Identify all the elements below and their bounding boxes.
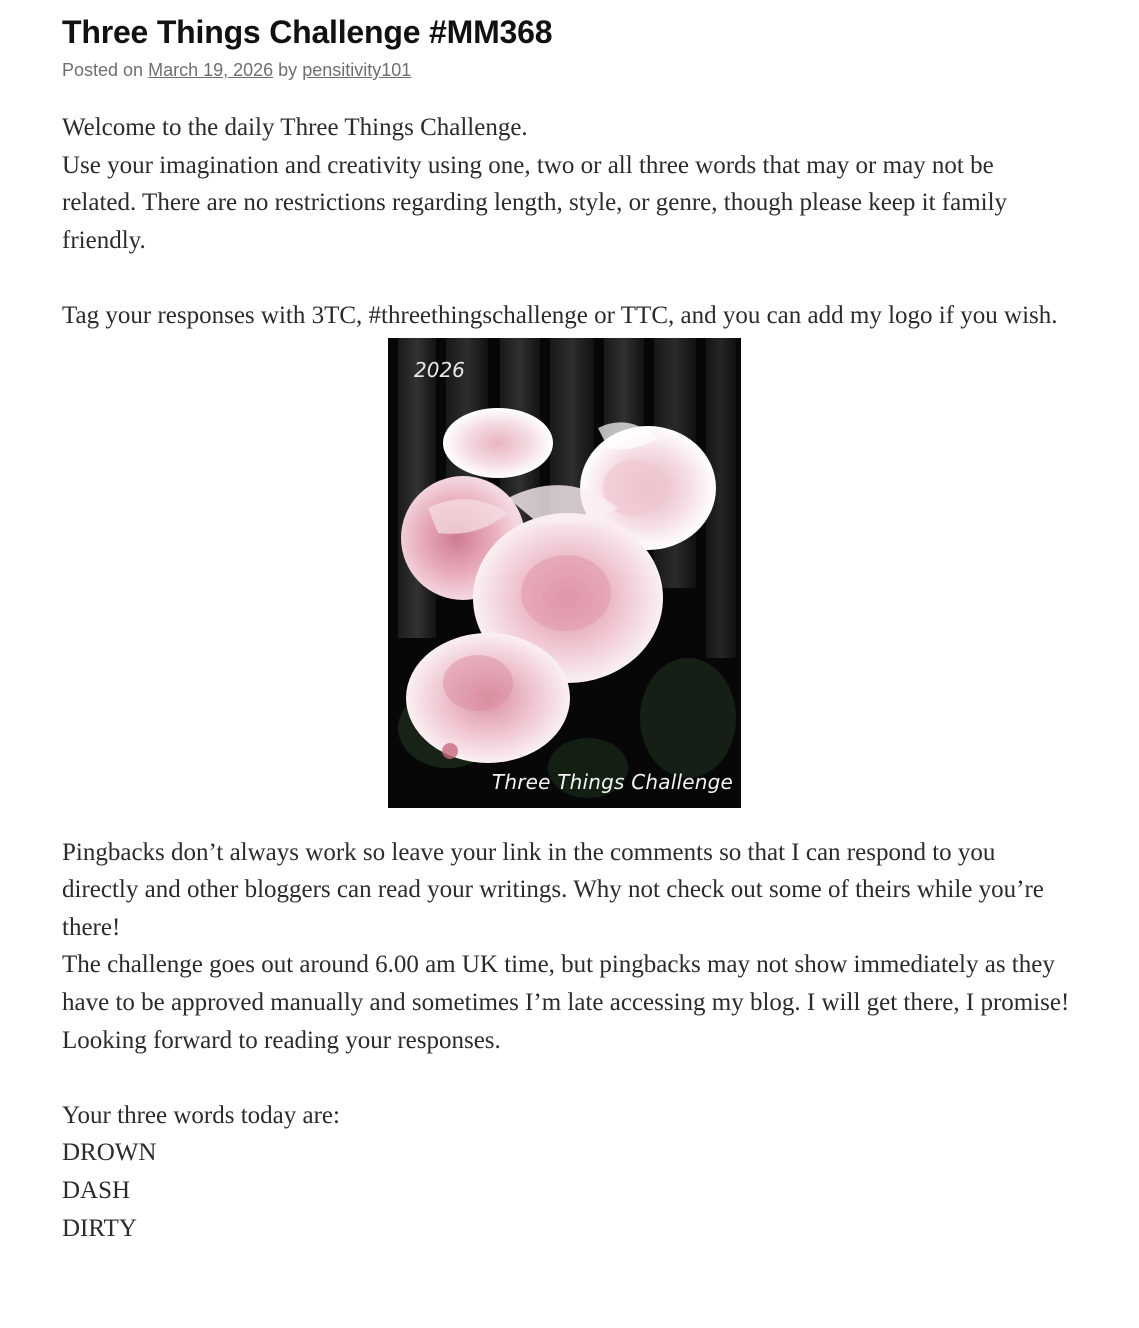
intro-welcome: Welcome to the daily Three Things Challenge. bbox=[62, 114, 528, 141]
intro-instructions: Use your imagination and creativity using one, two or all three words that may or may not be related. There are no restrictions regarding length, style, or genre, though please keep it family friendly. bbox=[62, 151, 1008, 254]
closing-note: Looking forward to reading your responses. bbox=[62, 1026, 501, 1054]
by-label: by bbox=[278, 60, 298, 80]
rose-illustration bbox=[388, 338, 741, 808]
entry-content bbox=[62, 109, 1072, 1247]
words-heading: Your three words today are: bbox=[62, 1101, 340, 1129]
post-title: Three Things Challenge #MM368 bbox=[62, 14, 553, 50]
challenge-logo-image[interactable] bbox=[388, 338, 741, 808]
spacer bbox=[62, 1059, 1072, 1097]
logo-container bbox=[62, 338, 1072, 808]
post-date-link[interactable]: March 19, 2026 bbox=[148, 60, 274, 80]
intro-tagging: Tag your responses with 3TC, #threethingschallenge or TTC, and you can add my logo if you wish. bbox=[62, 301, 1058, 329]
word-item: DASH bbox=[62, 1176, 131, 1204]
post-meta bbox=[62, 58, 1072, 82]
word-item: DIRTY bbox=[62, 1214, 137, 1242]
author-link[interactable]: pensitivity101 bbox=[302, 60, 412, 80]
word-item: DROWN bbox=[62, 1139, 157, 1167]
spacer bbox=[62, 259, 1072, 297]
timing-note: The challenge goes out around 6.00 am UK time, but pingbacks may not show immediately as they have to be approved manually and sometimes I’m late accessing my blog. I will get there, I promise! bbox=[62, 951, 1070, 1016]
post bbox=[62, 12, 1072, 1247]
pingback-note: Pingbacks don’t always work so leave your link in the comments so that I can respond to you directly and other bloggers can read your writings. Why not check out some of theirs while you’re there! bbox=[62, 838, 1044, 941]
posted-on-label: Posted on bbox=[62, 60, 144, 80]
logo-year-label: 2026 bbox=[414, 357, 465, 382]
logo-caption: Three Things Challenge bbox=[491, 769, 733, 794]
